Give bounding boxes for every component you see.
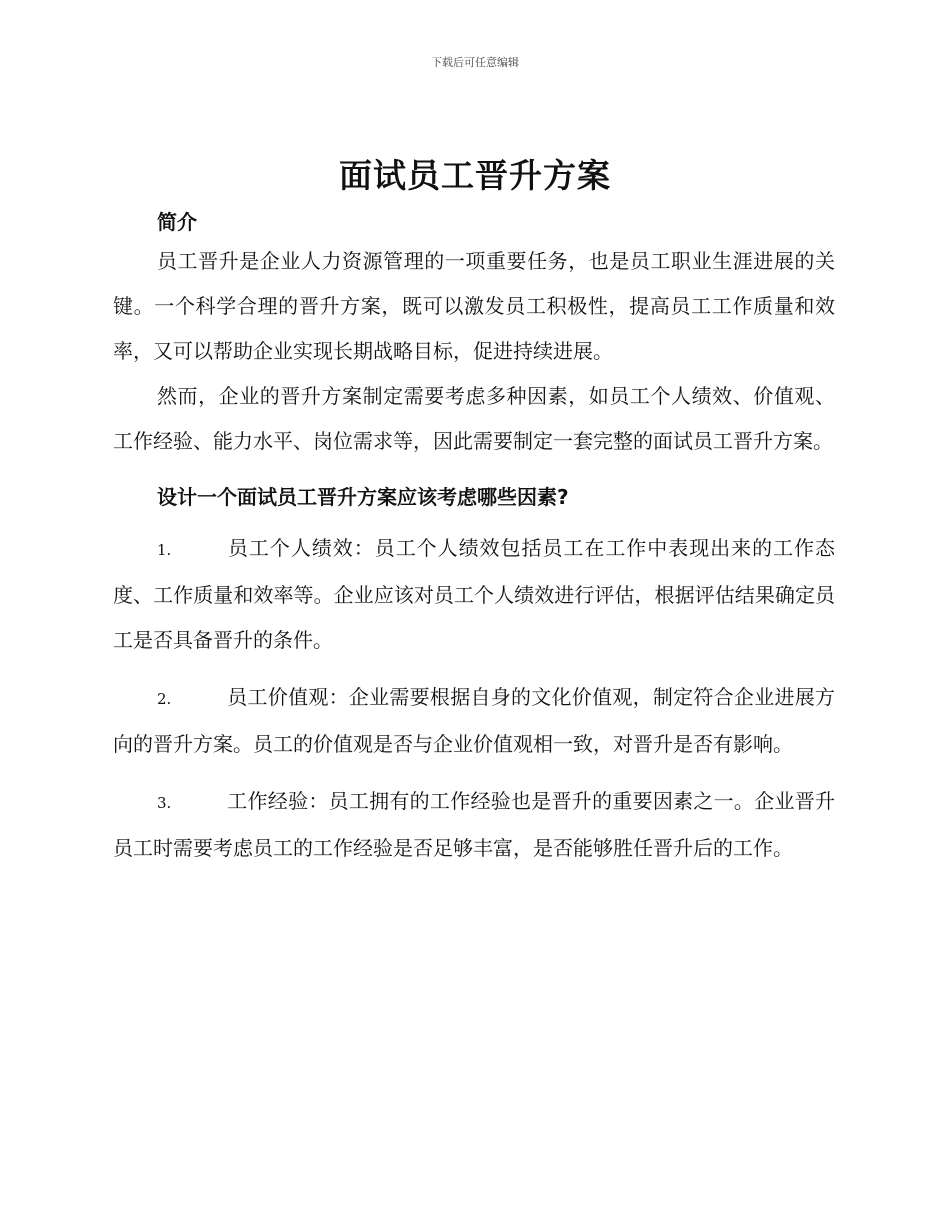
list-item-text: 工作经验：员工拥有的工作经验也是晋升的重要因素之一。企业晋升员工时需要考虑员工的工作经验是否足够丰富，是否能够胜任晋升后的工作。	[113, 789, 835, 860]
document-body	[113, 205, 835, 871]
list-item-number: 2.	[157, 690, 172, 708]
list-item	[113, 779, 835, 871]
list-item	[113, 675, 835, 767]
document-title: 面试员工晋升方案	[339, 156, 611, 195]
list-item-text: 员工个人绩效：员工个人绩效包括员工在工作中表现出来的工作态度、工作质量和效率等。企业应该对员工个人绩效进行评估，根据评估结果确定员工是否具备晋升的条件。	[113, 536, 835, 652]
header-note: 下载后可任意编辑	[431, 56, 519, 69]
section-heading-factors: 设计一个面试员工晋升方案应该考虑哪些因素?	[157, 485, 569, 509]
list-item-number: 3.	[157, 794, 172, 812]
section-heading-intro: 简介	[157, 210, 197, 234]
list-item	[113, 526, 835, 663]
intro-paragraph: 然而，企业的晋升方案制定需要考虑多种因素，如员工个人绩效、价值观、工作经验、能力水平、岗位需求等，因此需要制定一套完整的面试员工晋升方案。	[113, 384, 835, 453]
list-item-number: 1.	[157, 541, 172, 559]
intro-paragraph: 员工晋升是企业人力资源管理的一项重要任务，也是员工职业生涯进展的关键。一个科学合理的晋升方案，既可以激发员工积极性，提高员工工作质量和效率，又可以帮助企业实现长期战略目标，促进持续进展。	[113, 249, 835, 363]
list-item-text: 员工价值观：企业需要根据自身的文化价值观，制定符合企业进展方向的晋升方案。员工的价值观是否与企业价值观相一致，对晋升是否有影响。	[113, 685, 835, 756]
